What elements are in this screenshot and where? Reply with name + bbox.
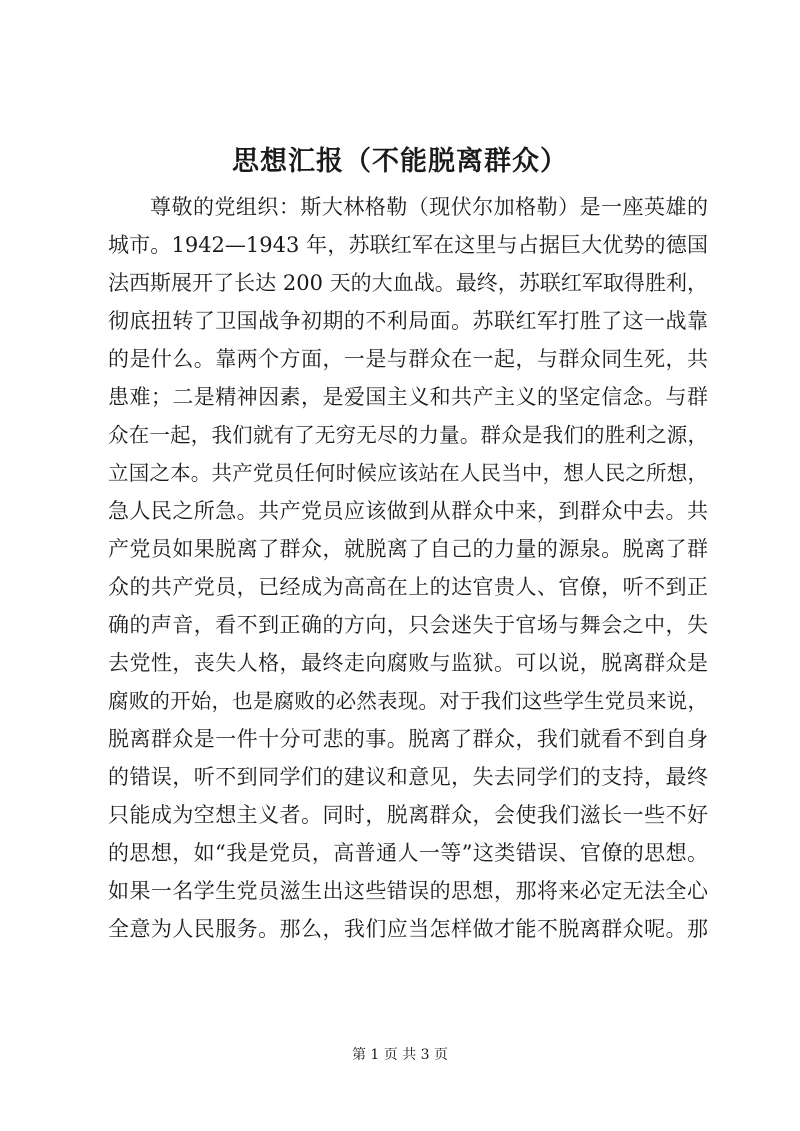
body-line: 的思想，如“我是党员，高普通人一等”这类错误、官僚的思想。 [108,841,708,865]
body-line: 彻底扭转了卫国战争初期的不利局面。苏联红军打胜了这一战靠 [108,309,708,333]
body-line: 如果一名学生党员滋生出这些错误的思想，那将来必定无法全心 [108,879,708,903]
document-title: 思想汇报（不能脱离群众） [232,146,568,177]
body-line: 尊敬的党组织：斯大林格勒（现伏尔加格勒）是一座英雄的 [150,195,708,219]
body-line: 只能成为空想主义者。同时，脱离群众，会使我们滋长一些不好 [108,803,708,827]
body-line: 产党员如果脱离了群众，就脱离了自己的力量的源泉。脱离了群 [108,537,708,561]
body-line: 去党性，丧失人格，最终走向腐败与监狱。可以说，脱离群众是 [108,651,708,675]
body-line: 的错误，听不到同学们的建议和意见，失去同学们的支持，最终 [108,765,708,789]
body-line: 的是什么。靠两个方面，一是与群众在一起，与群众同生死，共 [108,347,708,371]
body-line: 腐败的开始，也是腐败的必然表现。对于我们这些学生党员来说， [108,689,708,713]
body-line: 众的共产党员，已经成为高高在上的达官贵人、官僚，听不到正 [108,575,708,599]
body-line: 患难；二是精神因素，是爱国主义和共产主义的坚定信念。与群 [108,385,708,409]
body-line: 急人民之所急。共产党员应该做到从群众中来，到群众中去。共 [108,499,708,523]
body-line: 立国之本。共产党员任何时候应该站在人民当中，想人民之所想， [108,461,708,485]
body-line: 全意为人民服务。那么，我们应当怎样做才能不脱离群众呢。那 [108,917,708,941]
body-line: 众在一起，我们就有了无穷无尽的力量。群众是我们的胜利之源， [108,423,708,447]
document-body [108,188,708,948]
body-line: 确的声音，看不到正确的方向，只会迷失于官场与舞会之中，失 [108,613,708,637]
body-line: 城市。1942—1943 年，苏联红军在这里与占据巨大优势的德国 [108,233,708,257]
page-number-footer: 第 1 页 共 3 页 [351,1047,449,1063]
body-line: 法西斯展开了长达 200 天的大血战。最终，苏联红军取得胜利， [108,271,708,295]
body-line: 脱离群众是一件十分可悲的事。脱离了群众，我们就看不到自身 [108,727,708,751]
